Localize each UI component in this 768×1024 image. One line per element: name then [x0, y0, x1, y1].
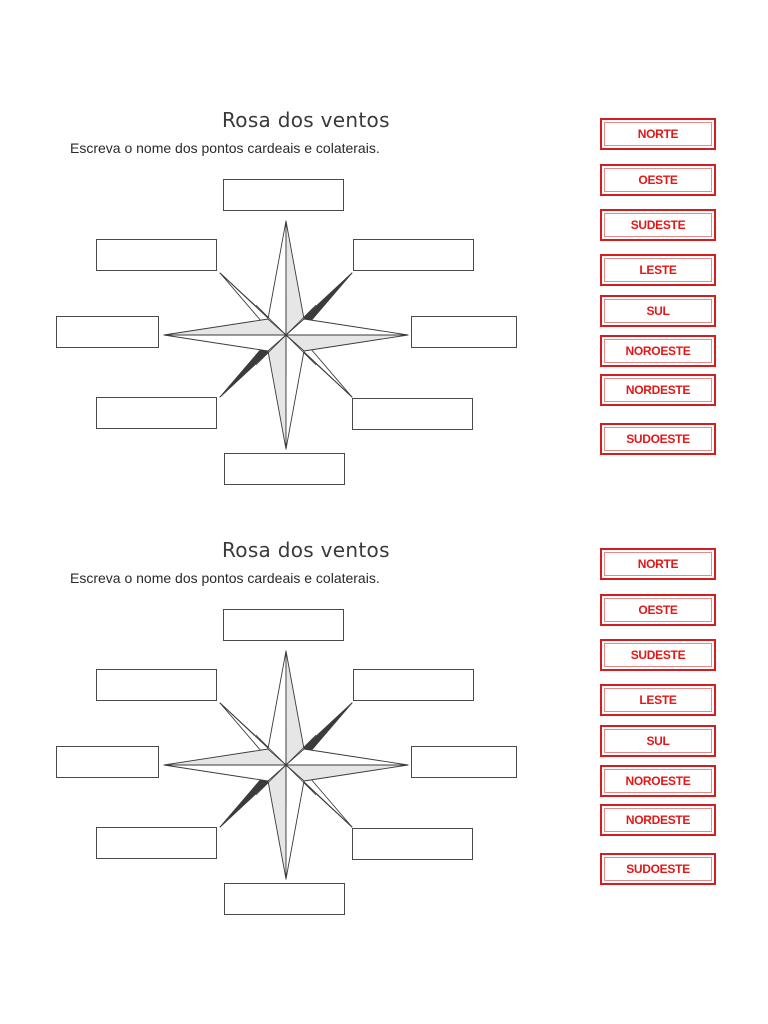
- answer-box-north[interactable]: [223, 179, 344, 211]
- label-card[interactable]: SUL: [600, 295, 716, 327]
- label-card[interactable]: NOROESTE: [600, 765, 716, 797]
- answer-box-west[interactable]: [56, 316, 159, 348]
- label-card[interactable]: NORTE: [600, 548, 716, 580]
- compass-rose-icon: [160, 215, 412, 455]
- answer-box-south[interactable]: [224, 883, 345, 915]
- label-card[interactable]: NOROESTE: [600, 335, 716, 367]
- answer-box-north[interactable]: [223, 609, 344, 641]
- worksheet-title: Rosa dos ventos: [222, 538, 390, 562]
- worksheet-2: [0, 530, 768, 960]
- label-card[interactable]: NORDESTE: [600, 374, 716, 406]
- worksheet-title: Rosa dos ventos: [222, 108, 390, 132]
- answer-box-south[interactable]: [224, 453, 345, 485]
- label-card[interactable]: NORTE: [600, 118, 716, 150]
- compass-rose-icon: [160, 645, 412, 885]
- answer-box-east[interactable]: [411, 746, 517, 778]
- answer-box-east[interactable]: [411, 316, 517, 348]
- label-card[interactable]: SUDESTE: [600, 639, 716, 671]
- label-card[interactable]: SUDESTE: [600, 209, 716, 241]
- label-card[interactable]: SUL: [600, 725, 716, 757]
- label-card[interactable]: OESTE: [600, 164, 716, 196]
- label-card[interactable]: NORDESTE: [600, 804, 716, 836]
- label-card[interactable]: LESTE: [600, 254, 716, 286]
- label-card[interactable]: SUDOESTE: [600, 853, 716, 885]
- label-card[interactable]: OESTE: [600, 594, 716, 626]
- answer-box-west[interactable]: [56, 746, 159, 778]
- worksheet-instruction: Escreva o nome dos pontos cardeais e colaterais.: [70, 570, 380, 586]
- label-card[interactable]: LESTE: [600, 684, 716, 716]
- label-card[interactable]: SUDOESTE: [600, 423, 716, 455]
- worksheet-instruction: Escreva o nome dos pontos cardeais e colaterais.: [70, 140, 380, 156]
- worksheet-1: [0, 100, 768, 530]
